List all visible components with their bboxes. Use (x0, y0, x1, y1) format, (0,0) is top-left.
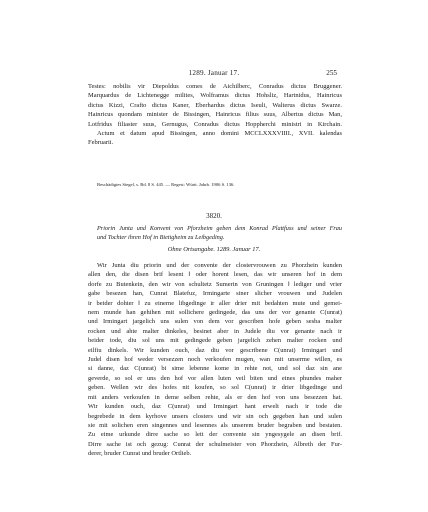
document-regest (97, 225, 342, 242)
closing-line: Februarii. (88, 139, 114, 147)
witness-line: Hainricus quondam minister de Bissingen, Hainricus filius suus, Albertus dictus Man, (88, 111, 342, 119)
body-line: derer, bruder Cunrat und bruder Ortlieb. (88, 450, 192, 458)
body-line: Wir Junta diu priorin und der convente der clostervrouwen zu Phorzhein kunden (97, 262, 342, 269)
body-line: allen den, die disen brif lesent ‖ oder horent lesen, das wir unseren hof in dem (88, 271, 342, 279)
witness-line: Marquardus de Lichtenegge milites, Wolframus dictus Hohsliz, Hartnidus, Hainricus (88, 92, 342, 100)
body-line: begrebede in dem kyrhove unsers closters und wir sin och gegeben han und sulen (88, 412, 342, 420)
body-line: Judel disen hof weder versezzen noch verkoufen mugen, wan mit unserme willen, es (88, 356, 342, 364)
body-line: geverde, so sol er uns den hof vor allen luten veil biten und eines phundes maher (88, 374, 342, 382)
document-body (88, 261, 342, 459)
body-line: si danne, daz C(unrat) bi sime lebenne kome in rehte not, und sol daz sin ane (88, 365, 342, 373)
document-dateline: Ohne Ortsangabe. 1289. Januar 17. (167, 246, 261, 253)
body-line: rocken und ahte malter dinkeles, besinet aber in Judele diu vor genante nach ir (88, 327, 342, 335)
body-line: eilfiu dinkels. Wir kunden ouch, daz diu vor gescribene C(unrat) Irmingart und (88, 346, 342, 354)
page-number: 255 (326, 69, 337, 77)
body-line: nem munde han gehihen mit sollichere gedingede, das uns der vor genante C(unrat) (88, 309, 342, 317)
body-line: Dirre sache ist och gezug: Cunrat der schulmeister von Phorzhein, Albreth der Fur- (88, 440, 342, 448)
regest-line: und Tochter ihren Hof in Bietigheim zu Leibgeding. (97, 233, 225, 241)
body-line: und Irmingart jargelich uns sulen von dem vor gescriben hofe geben sesba malter (88, 318, 342, 326)
body-line: mit anders verkoufen in deme selben rehte, als er den hof von uns besezzen hat. (88, 393, 342, 401)
seal-footnote: Beschädigtes Siegel, s. Bd. 8 S. 445. — Regest: Württ. Jahrb. 1906 S. 136. (97, 182, 235, 187)
body-line: dorfe zu Butenkein, den wir von schultetz Sumerin von Gruningen ‖ lediger und vrier (88, 280, 342, 288)
body-line: gabe besezen han, Cunrat Blatefuz, Irmingarte siner slicher vrouwen und Judelen (88, 290, 342, 298)
body-line: geben. Wellen wir des hofes nit koufen, so sol C(unrat) ir drier libgedinge und (88, 384, 342, 392)
body-line: sie mit solichen eren singennes und lesennes als unserem bruder begraben und bestaten. (88, 421, 342, 429)
document-number: 3820. (206, 212, 222, 220)
closing-line: Actum et datum apud Bissingen, anno domini MCCLXXXVIIII., XVII. kalendas (97, 130, 342, 138)
witness-line: Testes: nobilis vir Diepoldus comes de Aichilberc, Conradus dictus Bruggener. (88, 83, 342, 90)
witness-section (88, 82, 342, 148)
body-line: ir beider dohter ‖ zu einerne libgedinge ir aller drier mit bedahten mute und gemei- (88, 299, 342, 307)
body-line: Zu eime urkunde dirre sache so lett der convente sin yngesygele an disen brif. (88, 431, 342, 439)
body-line: Wir kunden ouch, daz C(unrat) und Irmingart hant erwelt nach ir tode die (88, 403, 342, 411)
witness-line: dictus Kizzi, Crafto dictus Kaner, Eberhardus dictus Iseuli, Walterus dictus Swarze. (88, 101, 342, 109)
running-header-date: 1289. Januar 17. (188, 69, 240, 77)
witness-line: Lotfridus filiaster suus, Gernugus, Conradus dictus Hoppherchi ministri in Kirchain. (88, 120, 342, 128)
regest-line: Priorin Junta und Konvent von Pforzheim geben dem Konrad Plattfuss und seiner Frau (97, 225, 342, 232)
body-line: beider tode, diu sol uns mit gedingede geben jargelich zehen malter rocken und (88, 337, 342, 345)
